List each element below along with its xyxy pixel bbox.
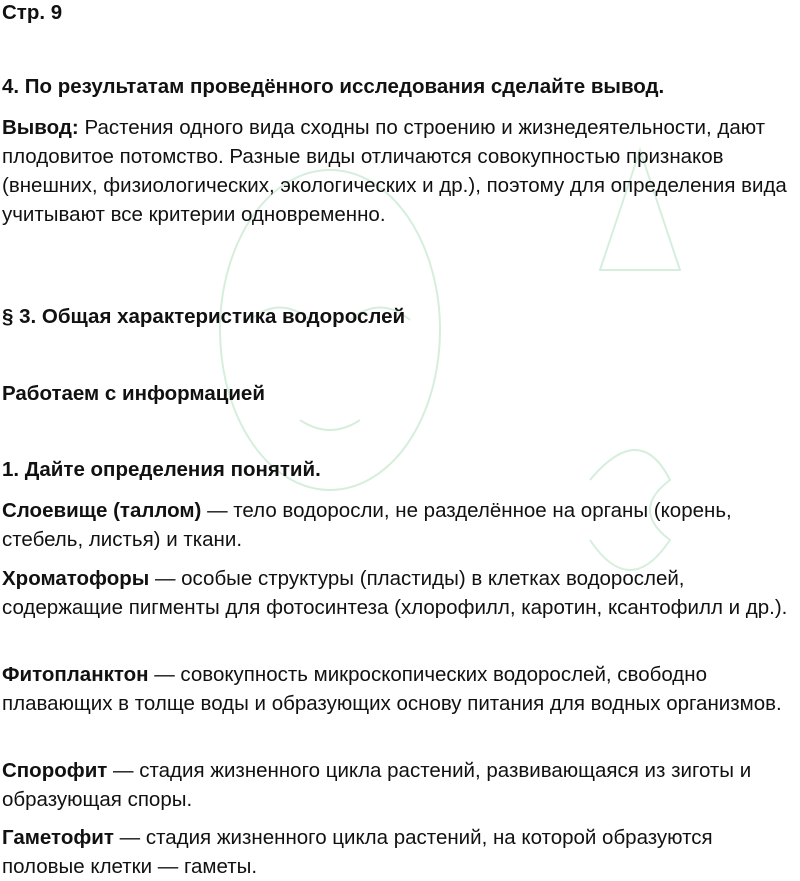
definition-term: Слоевище (таллом) (2, 499, 202, 522)
definition-text: — тело водоросли, не разделённое на органы (корень, стебель, листья) и ткани. (2, 499, 732, 551)
conclusion-label: Вывод: (2, 116, 79, 139)
section-title: § 3. Общая характеристика водорослей (2, 305, 406, 328)
definition-term: Хроматофоры (2, 567, 150, 590)
definition-phytoplankton (2, 660, 798, 718)
definition-text: — стадия жизненного цикла растений, развивающаяся из зиготы и образующая споры. (2, 759, 752, 811)
definition-term: Гаметофит (2, 826, 114, 849)
definition-gametophyte (2, 823, 798, 881)
page-number: Стр. 9 (2, 1, 63, 24)
question-4-heading: 4. По результатам проведённого исследования сделайте вывод. (2, 75, 665, 98)
definition-text: — стадия жизненного цикла растений, на которой образуются половые клетки — гаметы. (2, 826, 713, 878)
definition-sporophyte (2, 756, 798, 814)
conclusion-text: Растения одного вида сходны по строению и жизнедеятельности, дают плодовитое потомство. Разные виды отличаются совокупностью признаков (внешних, физиологических, экологических и др.), поэтому для определения вида учитывают все критерии одновременно. (2, 116, 787, 226)
definition-term: Спорофит (2, 759, 108, 782)
conclusion-paragraph (2, 113, 798, 229)
definition-text: — особые структуры (пластиды) в клетках водорослей, содержащие пигменты для фотосинтеза (хлорофилл, каротин, ксантофилл и др.). (2, 567, 788, 619)
subheading: Работаем с информацией (2, 382, 265, 405)
definition-chromatophores (2, 564, 800, 622)
definition-text: — совокупность микроскопических водорослей, свободно плавающих в толще воды и образующих основу питания для водных организмов. (2, 663, 782, 715)
question-1-heading: 1. Дайте определения понятий. (2, 458, 321, 481)
definition-term: Фитопланктон (2, 663, 149, 686)
definition-thallus (2, 496, 798, 554)
